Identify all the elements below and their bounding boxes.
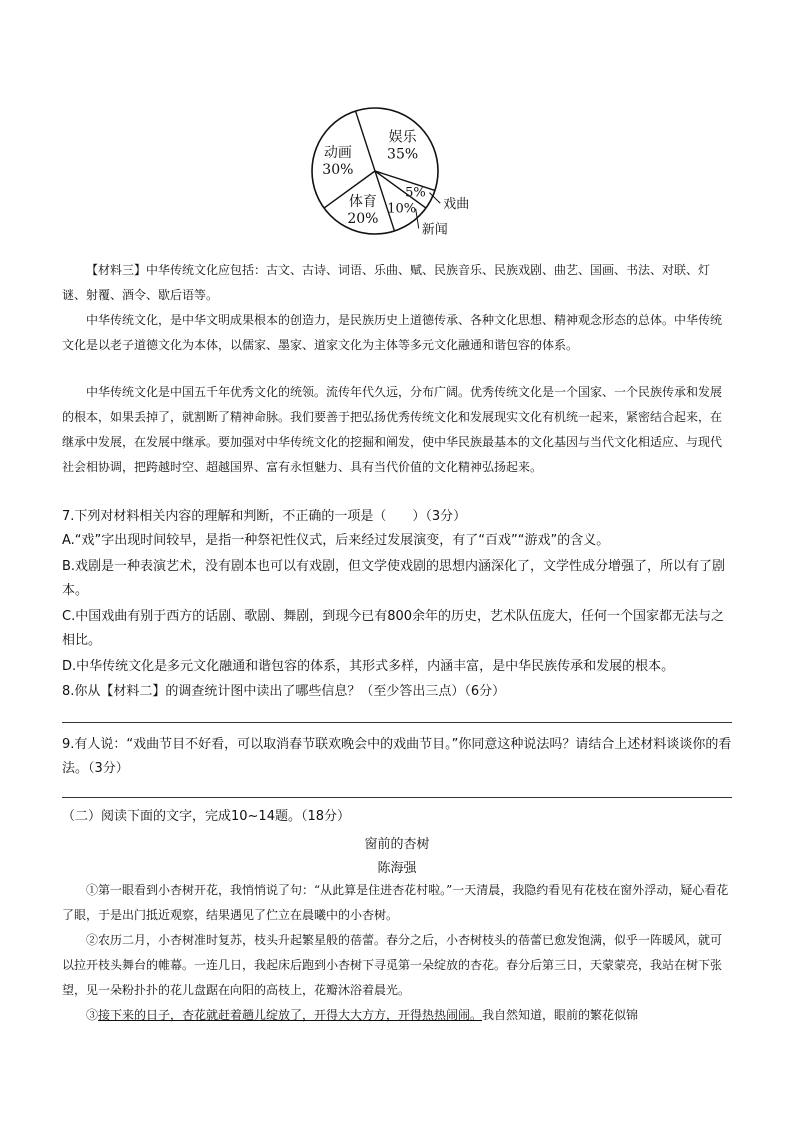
pie-slice-value: 20% [347, 211, 379, 228]
article-paragraph-3 [62, 1003, 732, 1028]
question-7: 7.下列对材料相关内容的理解和判断，不正确的一项是（ ）（3分） [62, 509, 467, 524]
pie-slice-divider [356, 111, 375, 171]
pie-slice-label: 新闻 [421, 222, 448, 238]
option-b: B.戏剧是一种表演艺术，没有剧本也可以有戏剧，但文学使戏剧的思想内涵深化了，文学性成分增强了，所以有了剧本。 [62, 559, 726, 598]
option-a: A.“戏”字出现时间较早，是指一种祭祀性仪式，后来经过发展演变，有了“百戏”“游戏”的含义。 [62, 533, 610, 548]
article-author: 陈海强 [377, 861, 417, 876]
underlined-sentence: 接下来的日子，杏花就赶着趟儿绽放了，开得大大方方，开得热热闹闹。 [98, 1008, 483, 1022]
answer-line-8[interactable] [62, 722, 732, 723]
article-title: 窗前的杏树 [364, 837, 430, 852]
answer-line-9[interactable] [62, 797, 732, 798]
pie-slice-value: 10% [387, 201, 417, 217]
paragraph-3-rest: 我自然知道，眼前的繁花似锦 [482, 1008, 639, 1022]
paragraph-3-number: ③ [86, 1008, 99, 1022]
material3-paragraph-2: 中华传统文化，是中华文明成果根本的创造力，是民族历史上道德传承、各种文化思想、精神观念形态的总体。中华传统文化是以老子道德文化为本体，以儒家、墨家、道家文化为主体等多元文化融通和谐包容的体系。 [62, 313, 723, 352]
pie-chart [300, 96, 500, 246]
pie-slice-value: 5% [405, 185, 426, 201]
pie-slice-value: 30% [322, 161, 354, 178]
material3-intro: 【材料三】中华传统文化应包括：古文、古诗、词语、乐曲、赋、民族音乐、民族戏剧、曲艺、国画、书法、对联、灯谜、射覆、酒令、歇后语等。 [62, 263, 711, 302]
article-paragraph-1: ①第一眼看到小杏树开花，我悄悄说了句：“从此算是住进杏花村啦。”一天清晨，我隐约看见有花枝在窗外浮动，疑心看花了眼，于是出门抵近观察，结果遇见了伫立在晨曦中的小杏树。 [62, 883, 729, 922]
pie-slice-label: 娱乐 [388, 129, 417, 146]
pie-leader-line [429, 193, 440, 204]
pie-slice-label: 动画 [323, 144, 352, 161]
question-9: 9.有人说：“戏曲节目不好看，可以取消春节联欢晚会中的戏曲节目。”你同意这种说法吗？请结合上述材料谈谈你的看法。（3分） [62, 737, 732, 776]
question-8: 8.你从【材料二】的调查统计图中读出了哪些信息？（至少答出三点）（6分） [62, 684, 506, 699]
section2-heading: （二）阅读下面的文字，完成10~14题。（18分） [62, 809, 351, 824]
article-paragraph-2: ②农历二月，小杏树准时复苏，枝头升起繁星般的蓓蕾。春分之后，小杏树枝头的蓓蕾已愈发饱满，似乎一阵暖风，就可以拉开枝头舞台的帷幕。一连几日，我起床后跑到小杏树下寻觅第一朵绽放的杏花。春分后第三日，天蒙蒙亮，我站在树下张望，见一朵粉扑扑的花儿盘踞在向阳的高枝上，花瓣沐浴着晨光。 [62, 933, 723, 997]
material3-paragraph-3: 中华传统文化是中国五千年优秀文化的统领。流传年代久远，分布广阔。优秀传统文化是一个国家、一个民族传承和发展的根本，如果丢掉了，就割断了精神命脉。我们要善于把弘扬优秀传统文化和发展现实文化有机统一起来，紧密结合起来，在继承中发展，在发展中继承。要加强对中华传统文化的挖掘和阐发，使中华民族最基本的文化基因与当代文化相适应、与现代社会相协调，把跨越时空、超越国界、富有永恒魅力、具有当代价值的文化精神弘扬起来。 [62, 385, 723, 474]
pie-slice-value: 35% [387, 146, 419, 163]
pie-slice-label: 戏曲 [443, 197, 470, 213]
pie-slice-label: 体育 [348, 194, 377, 211]
option-d: D.中华传统文化是多元文化融通和谐包容的体系，其形式多样，内涵丰富，是中华民族传承和发展的根本。 [62, 659, 675, 674]
option-c: C.中国戏曲有别于西方的话剧、歌剧、舞剧，到现今已有800余年的历史，艺术队伍庞大，任何一个国家都无法与之相比。 [62, 609, 725, 648]
